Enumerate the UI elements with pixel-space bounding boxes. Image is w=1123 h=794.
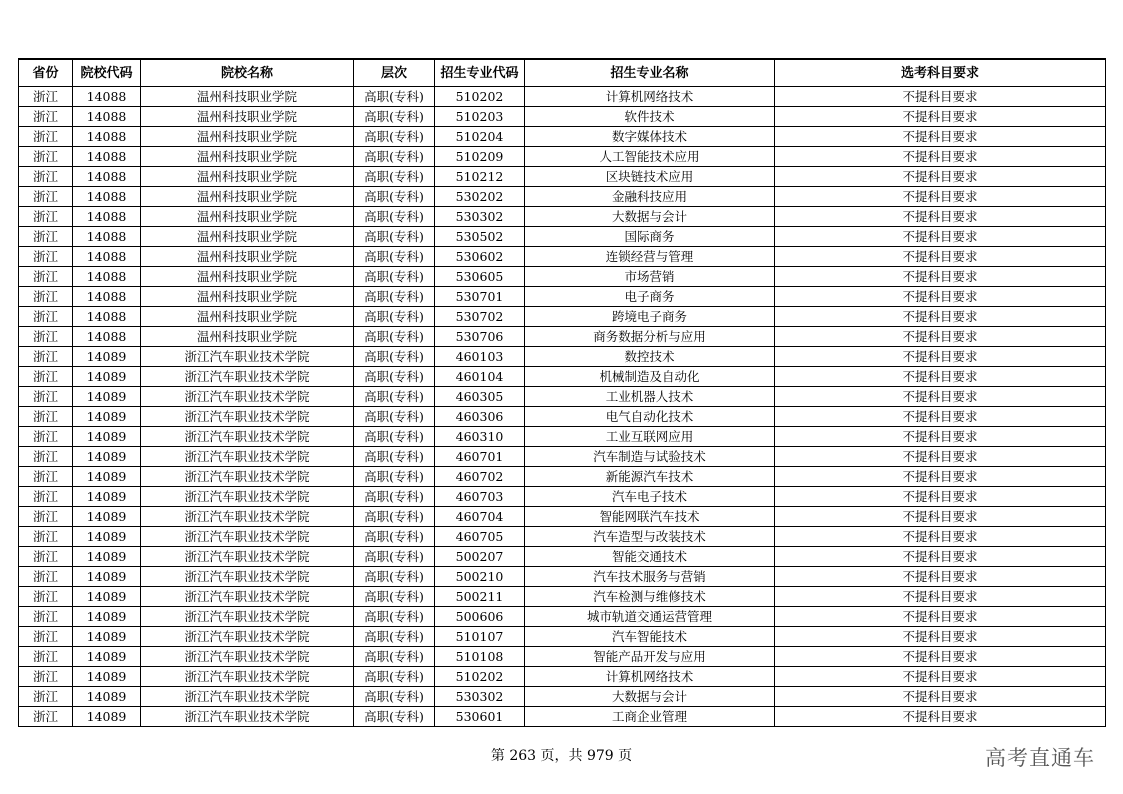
cell-school-name: 浙江汽车职业技术学院 bbox=[141, 707, 354, 727]
cell-subject-requirement: 不提科目要求 bbox=[775, 687, 1106, 707]
cell-province: 浙江 bbox=[19, 627, 73, 647]
cell-level: 高职(专科) bbox=[354, 187, 435, 207]
cell-province: 浙江 bbox=[19, 307, 73, 327]
cell-subject-requirement: 不提科目要求 bbox=[775, 707, 1106, 727]
cell-level: 高职(专科) bbox=[354, 447, 435, 467]
cell-school-name: 浙江汽车职业技术学院 bbox=[141, 487, 354, 507]
cell-level: 高职(专科) bbox=[354, 87, 435, 107]
header-subject-requirement: 选考科目要求 bbox=[775, 59, 1106, 87]
cell-subject-requirement: 不提科目要求 bbox=[775, 327, 1106, 347]
cell-school-code: 14089 bbox=[73, 467, 141, 487]
table-row bbox=[19, 507, 1106, 527]
cell-subject-requirement: 不提科目要求 bbox=[775, 347, 1106, 367]
table-row bbox=[19, 467, 1106, 487]
cell-major-name: 人工智能技术应用 bbox=[525, 147, 775, 167]
cell-subject-requirement: 不提科目要求 bbox=[775, 267, 1106, 287]
cell-major-code: 510202 bbox=[435, 87, 525, 107]
cell-school-code: 14088 bbox=[73, 207, 141, 227]
table-header-row bbox=[19, 59, 1106, 87]
cell-major-name: 数控技术 bbox=[525, 347, 775, 367]
cell-school-name: 温州科技职业学院 bbox=[141, 87, 354, 107]
cell-major-name: 智能交通技术 bbox=[525, 547, 775, 567]
table-row bbox=[19, 147, 1106, 167]
cell-school-name: 温州科技职业学院 bbox=[141, 127, 354, 147]
table-row bbox=[19, 627, 1106, 647]
table-row bbox=[19, 167, 1106, 187]
cell-level: 高职(专科) bbox=[354, 487, 435, 507]
cell-major-name: 汽车造型与改装技术 bbox=[525, 527, 775, 547]
cell-major-code: 530702 bbox=[435, 307, 525, 327]
cell-province: 浙江 bbox=[19, 587, 73, 607]
cell-province: 浙江 bbox=[19, 687, 73, 707]
cell-school-name: 浙江汽车职业技术学院 bbox=[141, 667, 354, 687]
table-body bbox=[19, 87, 1106, 727]
table-row bbox=[19, 687, 1106, 707]
cell-province: 浙江 bbox=[19, 447, 73, 467]
cell-major-code: 530706 bbox=[435, 327, 525, 347]
cell-school-name: 浙江汽车职业技术学院 bbox=[141, 607, 354, 627]
cell-major-name: 大数据与会计 bbox=[525, 207, 775, 227]
cell-major-name: 区块链技术应用 bbox=[525, 167, 775, 187]
cell-school-code: 14088 bbox=[73, 267, 141, 287]
cell-subject-requirement: 不提科目要求 bbox=[775, 567, 1106, 587]
cell-school-name: 温州科技职业学院 bbox=[141, 287, 354, 307]
cell-level: 高职(专科) bbox=[354, 687, 435, 707]
table-row bbox=[19, 347, 1106, 367]
cell-province: 浙江 bbox=[19, 527, 73, 547]
cell-major-code: 510203 bbox=[435, 107, 525, 127]
table-row bbox=[19, 287, 1106, 307]
cell-major-code: 510212 bbox=[435, 167, 525, 187]
cell-major-code: 510107 bbox=[435, 627, 525, 647]
table-row bbox=[19, 247, 1106, 267]
cell-major-code: 500207 bbox=[435, 547, 525, 567]
cell-school-code: 14089 bbox=[73, 507, 141, 527]
cell-major-name: 电气自动化技术 bbox=[525, 407, 775, 427]
cell-subject-requirement: 不提科目要求 bbox=[775, 307, 1106, 327]
cell-level: 高职(专科) bbox=[354, 247, 435, 267]
cell-school-name: 浙江汽车职业技术学院 bbox=[141, 447, 354, 467]
cell-major-name: 电子商务 bbox=[525, 287, 775, 307]
cell-province: 浙江 bbox=[19, 107, 73, 127]
cell-school-name: 浙江汽车职业技术学院 bbox=[141, 587, 354, 607]
cell-school-name: 温州科技职业学院 bbox=[141, 207, 354, 227]
cell-school-name: 浙江汽车职业技术学院 bbox=[141, 467, 354, 487]
cell-province: 浙江 bbox=[19, 467, 73, 487]
cell-school-code: 14089 bbox=[73, 587, 141, 607]
cell-major-code: 510204 bbox=[435, 127, 525, 147]
cell-subject-requirement: 不提科目要求 bbox=[775, 627, 1106, 647]
cell-level: 高职(专科) bbox=[354, 267, 435, 287]
cell-school-name: 浙江汽车职业技术学院 bbox=[141, 387, 354, 407]
cell-school-code: 14089 bbox=[73, 547, 141, 567]
cell-major-code: 460701 bbox=[435, 447, 525, 467]
table-row bbox=[19, 227, 1106, 247]
cell-province: 浙江 bbox=[19, 247, 73, 267]
cell-subject-requirement: 不提科目要求 bbox=[775, 187, 1106, 207]
cell-major-code: 500606 bbox=[435, 607, 525, 627]
cell-province: 浙江 bbox=[19, 707, 73, 727]
cell-school-code: 14089 bbox=[73, 527, 141, 547]
page-number: 第 263 页，共 979 页 bbox=[490, 748, 633, 764]
cell-major-code: 460306 bbox=[435, 407, 525, 427]
cell-level: 高职(专科) bbox=[354, 167, 435, 187]
cell-school-name: 温州科技职业学院 bbox=[141, 167, 354, 187]
cell-province: 浙江 bbox=[19, 647, 73, 667]
cell-subject-requirement: 不提科目要求 bbox=[775, 207, 1106, 227]
cell-school-code: 14089 bbox=[73, 387, 141, 407]
header-school-code: 院校代码 bbox=[73, 59, 141, 87]
table-row bbox=[19, 127, 1106, 147]
cell-level: 高职(专科) bbox=[354, 387, 435, 407]
cell-subject-requirement: 不提科目要求 bbox=[775, 227, 1106, 247]
cell-major-name: 工业机器人技术 bbox=[525, 387, 775, 407]
cell-province: 浙江 bbox=[19, 507, 73, 527]
cell-level: 高职(专科) bbox=[354, 107, 435, 127]
cell-province: 浙江 bbox=[19, 167, 73, 187]
cell-major-name: 城市轨道交通运营管理 bbox=[525, 607, 775, 627]
cell-school-name: 浙江汽车职业技术学院 bbox=[141, 647, 354, 667]
cell-major-code: 510108 bbox=[435, 647, 525, 667]
table-row bbox=[19, 307, 1106, 327]
cell-province: 浙江 bbox=[19, 567, 73, 587]
table-row bbox=[19, 367, 1106, 387]
cell-level: 高职(专科) bbox=[354, 527, 435, 547]
cell-major-code: 530701 bbox=[435, 287, 525, 307]
cell-major-name: 金融科技应用 bbox=[525, 187, 775, 207]
cell-major-name: 工商企业管理 bbox=[525, 707, 775, 727]
cell-school-code: 14088 bbox=[73, 287, 141, 307]
cell-subject-requirement: 不提科目要求 bbox=[775, 87, 1106, 107]
cell-subject-requirement: 不提科目要求 bbox=[775, 287, 1106, 307]
cell-level: 高职(专科) bbox=[354, 707, 435, 727]
cell-province: 浙江 bbox=[19, 387, 73, 407]
cell-major-code: 530202 bbox=[435, 187, 525, 207]
cell-school-code: 14089 bbox=[73, 627, 141, 647]
cell-major-code: 530502 bbox=[435, 227, 525, 247]
cell-major-code: 530605 bbox=[435, 267, 525, 287]
cell-major-code: 460104 bbox=[435, 367, 525, 387]
cell-school-name: 浙江汽车职业技术学院 bbox=[141, 427, 354, 447]
cell-major-name: 智能产品开发与应用 bbox=[525, 647, 775, 667]
cell-level: 高职(专科) bbox=[354, 567, 435, 587]
cell-school-code: 14088 bbox=[73, 107, 141, 127]
cell-subject-requirement: 不提科目要求 bbox=[775, 587, 1106, 607]
cell-major-code: 460703 bbox=[435, 487, 525, 507]
cell-school-name: 温州科技职业学院 bbox=[141, 187, 354, 207]
cell-level: 高职(专科) bbox=[354, 627, 435, 647]
cell-level: 高职(专科) bbox=[354, 127, 435, 147]
cell-subject-requirement: 不提科目要求 bbox=[775, 387, 1106, 407]
cell-subject-requirement: 不提科目要求 bbox=[775, 607, 1106, 627]
cell-subject-requirement: 不提科目要求 bbox=[775, 247, 1106, 267]
table-row bbox=[19, 527, 1106, 547]
cell-subject-requirement: 不提科目要求 bbox=[775, 667, 1106, 687]
cell-major-code: 530302 bbox=[435, 207, 525, 227]
cell-province: 浙江 bbox=[19, 547, 73, 567]
cell-subject-requirement: 不提科目要求 bbox=[775, 647, 1106, 667]
cell-major-code: 460705 bbox=[435, 527, 525, 547]
cell-level: 高职(专科) bbox=[354, 427, 435, 447]
cell-level: 高职(专科) bbox=[354, 327, 435, 347]
cell-level: 高职(专科) bbox=[354, 467, 435, 487]
cell-subject-requirement: 不提科目要求 bbox=[775, 527, 1106, 547]
cell-province: 浙江 bbox=[19, 367, 73, 387]
cell-level: 高职(专科) bbox=[354, 347, 435, 367]
cell-level: 高职(专科) bbox=[354, 647, 435, 667]
cell-major-code: 530302 bbox=[435, 687, 525, 707]
table-row bbox=[19, 547, 1106, 567]
table-row bbox=[19, 387, 1106, 407]
cell-province: 浙江 bbox=[19, 487, 73, 507]
cell-level: 高职(专科) bbox=[354, 667, 435, 687]
cell-province: 浙江 bbox=[19, 267, 73, 287]
table-row bbox=[19, 587, 1106, 607]
cell-school-code: 14088 bbox=[73, 127, 141, 147]
cell-major-name: 连锁经营与管理 bbox=[525, 247, 775, 267]
cell-school-name: 浙江汽车职业技术学院 bbox=[141, 687, 354, 707]
cell-level: 高职(专科) bbox=[354, 227, 435, 247]
cell-school-code: 14088 bbox=[73, 327, 141, 347]
cell-province: 浙江 bbox=[19, 427, 73, 447]
cell-subject-requirement: 不提科目要求 bbox=[775, 167, 1106, 187]
cell-level: 高职(专科) bbox=[354, 407, 435, 427]
cell-school-name: 浙江汽车职业技术学院 bbox=[141, 567, 354, 587]
cell-school-name: 温州科技职业学院 bbox=[141, 107, 354, 127]
cell-subject-requirement: 不提科目要求 bbox=[775, 487, 1106, 507]
cell-province: 浙江 bbox=[19, 207, 73, 227]
cell-major-code: 500210 bbox=[435, 567, 525, 587]
cell-major-name: 软件技术 bbox=[525, 107, 775, 127]
table-row bbox=[19, 667, 1106, 687]
cell-major-name: 新能源汽车技术 bbox=[525, 467, 775, 487]
cell-subject-requirement: 不提科目要求 bbox=[775, 407, 1106, 427]
cell-school-code: 14088 bbox=[73, 247, 141, 267]
cell-school-code: 14089 bbox=[73, 607, 141, 627]
cell-major-code: 530602 bbox=[435, 247, 525, 267]
table-row bbox=[19, 187, 1106, 207]
table-row bbox=[19, 407, 1106, 427]
table-row bbox=[19, 647, 1106, 667]
table-row bbox=[19, 707, 1106, 727]
cell-major-name: 跨境电子商务 bbox=[525, 307, 775, 327]
cell-province: 浙江 bbox=[19, 87, 73, 107]
cell-school-name: 温州科技职业学院 bbox=[141, 247, 354, 267]
cell-province: 浙江 bbox=[19, 607, 73, 627]
cell-province: 浙江 bbox=[19, 187, 73, 207]
table-row bbox=[19, 427, 1106, 447]
cell-school-code: 14088 bbox=[73, 87, 141, 107]
header-school-name: 院校名称 bbox=[141, 59, 354, 87]
table-row bbox=[19, 447, 1106, 467]
cell-school-code: 14088 bbox=[73, 167, 141, 187]
cell-province: 浙江 bbox=[19, 667, 73, 687]
cell-major-code: 460103 bbox=[435, 347, 525, 367]
cell-school-code: 14089 bbox=[73, 647, 141, 667]
cell-school-code: 14088 bbox=[73, 187, 141, 207]
cell-major-name: 商务数据分析与应用 bbox=[525, 327, 775, 347]
cell-school-code: 14089 bbox=[73, 427, 141, 447]
cell-subject-requirement: 不提科目要求 bbox=[775, 427, 1106, 447]
cell-level: 高职(专科) bbox=[354, 207, 435, 227]
cell-subject-requirement: 不提科目要求 bbox=[775, 447, 1106, 467]
header-level: 层次 bbox=[354, 59, 435, 87]
cell-major-name: 机械制造及自动化 bbox=[525, 367, 775, 387]
cell-level: 高职(专科) bbox=[354, 587, 435, 607]
cell-major-name: 智能网联汽车技术 bbox=[525, 507, 775, 527]
header-province: 省份 bbox=[19, 59, 73, 87]
cell-school-code: 14089 bbox=[73, 367, 141, 387]
cell-province: 浙江 bbox=[19, 147, 73, 167]
cell-major-name: 计算机网络技术 bbox=[525, 87, 775, 107]
cell-school-code: 14089 bbox=[73, 667, 141, 687]
cell-school-code: 14089 bbox=[73, 347, 141, 367]
cell-school-code: 14088 bbox=[73, 307, 141, 327]
cell-major-code: 530601 bbox=[435, 707, 525, 727]
cell-province: 浙江 bbox=[19, 227, 73, 247]
cell-major-name: 计算机网络技术 bbox=[525, 667, 775, 687]
table-row bbox=[19, 607, 1106, 627]
cell-major-code: 500211 bbox=[435, 587, 525, 607]
cell-major-code: 510202 bbox=[435, 667, 525, 687]
cell-subject-requirement: 不提科目要求 bbox=[775, 467, 1106, 487]
cell-level: 高职(专科) bbox=[354, 547, 435, 567]
cell-province: 浙江 bbox=[19, 347, 73, 367]
cell-major-name: 汽车智能技术 bbox=[525, 627, 775, 647]
cell-school-code: 14089 bbox=[73, 687, 141, 707]
cell-school-name: 浙江汽车职业技术学院 bbox=[141, 347, 354, 367]
table-row bbox=[19, 327, 1106, 347]
cell-major-name: 汽车技术服务与营销 bbox=[525, 567, 775, 587]
admissions-table bbox=[18, 58, 1106, 727]
cell-school-name: 浙江汽车职业技术学院 bbox=[141, 527, 354, 547]
cell-subject-requirement: 不提科目要求 bbox=[775, 147, 1106, 167]
watermark-logo-text: 高考直通车 bbox=[985, 746, 1095, 770]
cell-subject-requirement: 不提科目要求 bbox=[775, 107, 1106, 127]
cell-major-name: 工业互联网应用 bbox=[525, 427, 775, 447]
cell-major-name: 大数据与会计 bbox=[525, 687, 775, 707]
cell-school-name: 浙江汽车职业技术学院 bbox=[141, 507, 354, 527]
cell-subject-requirement: 不提科目要求 bbox=[775, 507, 1106, 527]
cell-subject-requirement: 不提科目要求 bbox=[775, 547, 1106, 567]
cell-province: 浙江 bbox=[19, 327, 73, 347]
table-row bbox=[19, 267, 1106, 287]
cell-subject-requirement: 不提科目要求 bbox=[775, 367, 1106, 387]
cell-school-name: 温州科技职业学院 bbox=[141, 307, 354, 327]
header-major-code: 招生专业代码 bbox=[435, 59, 525, 87]
cell-major-code: 460702 bbox=[435, 467, 525, 487]
cell-major-code: 510209 bbox=[435, 147, 525, 167]
cell-major-code: 460704 bbox=[435, 507, 525, 527]
cell-school-code: 14089 bbox=[73, 407, 141, 427]
cell-school-name: 温州科技职业学院 bbox=[141, 227, 354, 247]
cell-province: 浙江 bbox=[19, 407, 73, 427]
cell-school-code: 14089 bbox=[73, 567, 141, 587]
cell-major-name: 国际商务 bbox=[525, 227, 775, 247]
table-row bbox=[19, 107, 1106, 127]
cell-level: 高职(专科) bbox=[354, 607, 435, 627]
cell-major-name: 市场营销 bbox=[525, 267, 775, 287]
cell-level: 高职(专科) bbox=[354, 287, 435, 307]
cell-school-code: 14089 bbox=[73, 707, 141, 727]
cell-school-name: 浙江汽车职业技术学院 bbox=[141, 407, 354, 427]
cell-school-code: 14089 bbox=[73, 447, 141, 467]
cell-major-name: 汽车电子技术 bbox=[525, 487, 775, 507]
cell-subject-requirement: 不提科目要求 bbox=[775, 127, 1106, 147]
cell-school-code: 14089 bbox=[73, 487, 141, 507]
cell-school-code: 14088 bbox=[73, 147, 141, 167]
table-row bbox=[19, 567, 1106, 587]
cell-school-name: 温州科技职业学院 bbox=[141, 267, 354, 287]
cell-major-code: 460310 bbox=[435, 427, 525, 447]
cell-school-name: 浙江汽车职业技术学院 bbox=[141, 547, 354, 567]
cell-school-name: 温州科技职业学院 bbox=[141, 147, 354, 167]
cell-level: 高职(专科) bbox=[354, 367, 435, 387]
cell-school-code: 14088 bbox=[73, 227, 141, 247]
cell-major-code: 460305 bbox=[435, 387, 525, 407]
table-row bbox=[19, 207, 1106, 227]
cell-major-name: 汽车制造与试验技术 bbox=[525, 447, 775, 467]
cell-major-name: 汽车检测与维修技术 bbox=[525, 587, 775, 607]
table-row bbox=[19, 487, 1106, 507]
cell-province: 浙江 bbox=[19, 127, 73, 147]
cell-level: 高职(专科) bbox=[354, 507, 435, 527]
cell-school-name: 温州科技职业学院 bbox=[141, 327, 354, 347]
header-major-name: 招生专业名称 bbox=[525, 59, 775, 87]
cell-school-name: 浙江汽车职业技术学院 bbox=[141, 627, 354, 647]
cell-major-name: 数字媒体技术 bbox=[525, 127, 775, 147]
table-row bbox=[19, 87, 1106, 107]
cell-school-name: 浙江汽车职业技术学院 bbox=[141, 367, 354, 387]
cell-province: 浙江 bbox=[19, 287, 73, 307]
cell-level: 高职(专科) bbox=[354, 307, 435, 327]
cell-level: 高职(专科) bbox=[354, 147, 435, 167]
